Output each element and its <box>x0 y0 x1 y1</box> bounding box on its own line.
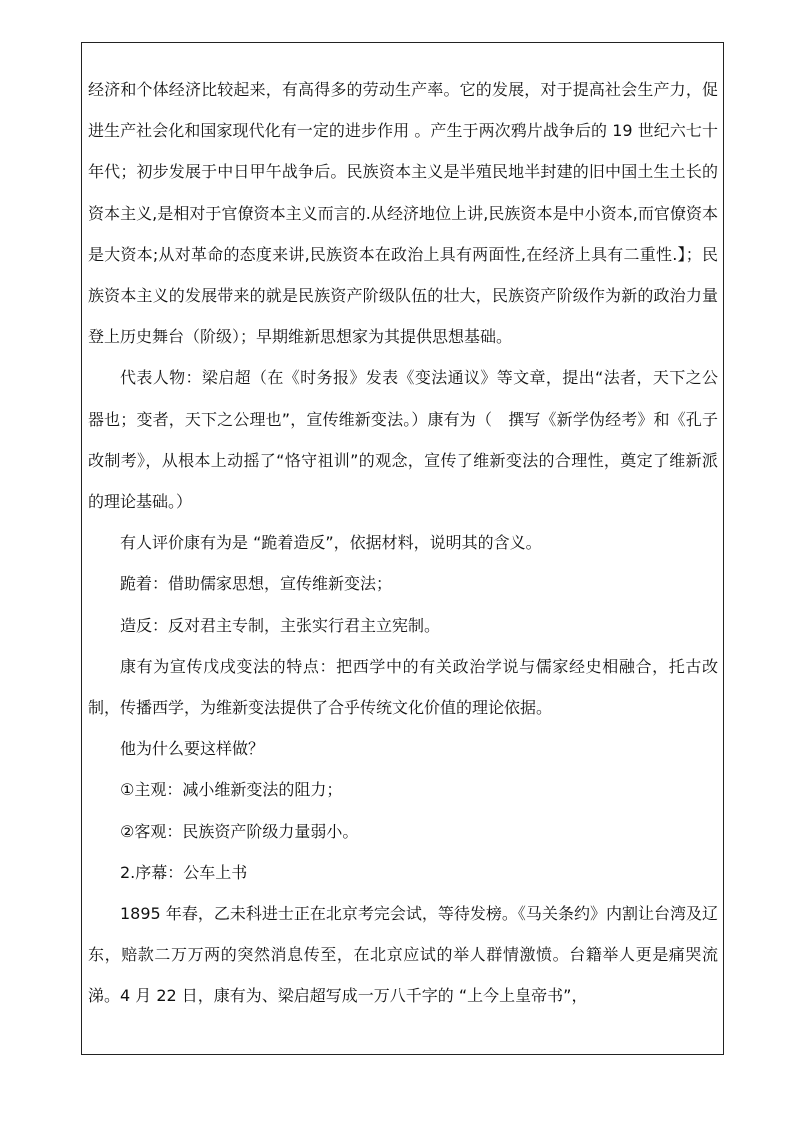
paragraph: 1895 年春，乙未科进士正在北京考完会试，等待发榜。《马关条约》内割让台湾及辽东，赔款二万万两的突然消息传至，在北京应试的举人群情激愤。台籍举人更是痛哭流涕。4 月 22 日，康有为、梁启超写成一万八千字的 “上今上皇帝书”， <box>88 904 718 1006</box>
paragraph: 跪着：借助儒家思想，宣传维新变法； <box>120 574 393 594</box>
paragraph: 造反：反对君主专制，主张实行君主立宪制。 <box>120 615 441 635</box>
text-frame <box>81 42 724 1055</box>
paragraph: ②客观：民族资产阶级力量弱小。 <box>120 821 359 841</box>
document-body <box>88 69 718 1017</box>
paragraph: 他为什么要这样做？ <box>120 739 265 759</box>
paragraph: 经济和个体经济比较起来，有高得多的劳动生产率。它的发展，对于提高社会生产力，促进生产社会化和国家现代化有一定的进步作用 。产生于两次鸦片战争后的 19 世纪六七十年代；初步发展于中日甲午战争后。民族资本主义是半殖民地半封建的旧中国土生土长的资本主义,是相对于官僚资本主义而言的.从经济地位上讲,民族资本是中小资本,而官僚资本是大资本;从对革命的态度来讲,民族资本在政治上具有两面性,在经济上具有二重性.】；民族资本主义的发展带来的就是民族资产阶级队伍的壮大，民族资产阶级作为新的政治力量登上历史舞台（阶级）；早期维新思想家为其提供思想基础。 <box>88 80 718 347</box>
paragraph: 有人评价康有为是 “跪着造反”，依据材料，说明其的含义。 <box>120 533 542 553</box>
paragraph: 代表人物：梁启超（在《时务报》发表《变法通议》等文章，提出“法者，天下之公器也；变者，天下之公理也”，宣传维新变法。）康有为（ 撰写《新学伪经考》和《孔子改制考》，从根本上动摇了“恪守祖训”的观念，宣传了维新变法的合理性，奠定了维新派的理论基础。） <box>88 368 718 512</box>
paragraph: 康有为宣传戊戌变法的特点：把西学中的有关政治学说与儒家经史相融合，托古改制，传播西学，为维新变法提供了合乎传统文化价值的理论依据。 <box>88 656 718 718</box>
paragraph: ①主观：减小维新变法的阻力； <box>120 780 343 800</box>
section-heading: 2.序幕：公车上书 <box>120 862 248 882</box>
